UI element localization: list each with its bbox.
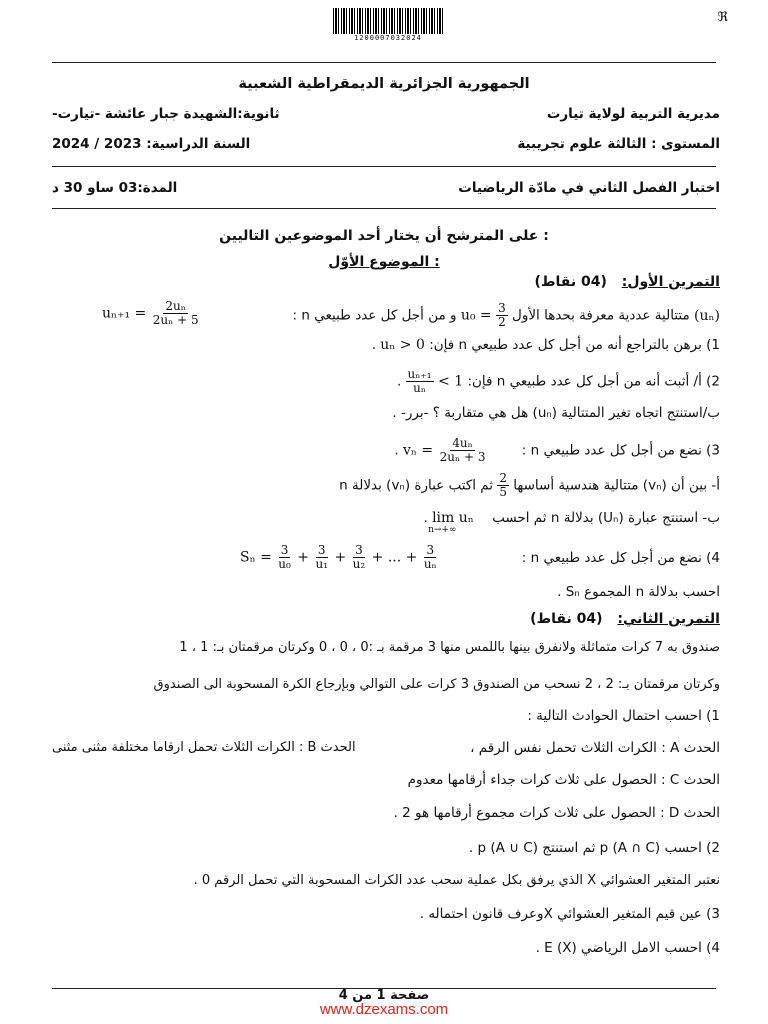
republic-title: الجمهورية الجزائرية الديمقراطية الشعبية [238, 76, 530, 92]
exercise2-points: (04 نقاط) [530, 611, 603, 627]
q1-text: 1) برهن بالتراجع أنه من أجل كل عدد طبيعي n فإن: [429, 337, 720, 353]
sum-num-n: 3 [426, 543, 435, 557]
exam-title: اختبار الفصل الثاني في مادّة الرياضيات [458, 180, 720, 196]
school-year: السنة الدراسية: 2023 / 2024 [52, 136, 251, 152]
exercise1-q4: 4) نضع من أجل كل عدد طبيعي n : [521, 550, 720, 566]
exercise2-p1: صندوق به 7 كرات متماثلة ولانفرق بينها باللمس منها 3 مرقمة بـ :0 ، 0 ، 0 وكرتان مرقمتان بـ: 1 ، 1 [179, 640, 720, 655]
recurrence-lhs: uₙ₊₁ = [102, 305, 147, 322]
q2a-text: 2) أ/ أثبت أنه من أجل كل عدد طبيعي n فإن: [467, 373, 720, 390]
exercise2-title: التمرين الثاني: [617, 611, 720, 627]
q3b-sub: n→+∞ [428, 525, 457, 535]
sum-num-0: 3 [280, 543, 289, 557]
u0-den: 2 [498, 315, 506, 330]
exercise1-definition [293, 302, 720, 329]
q2a-math [406, 368, 464, 395]
sum-term-1 [313, 544, 330, 571]
instruction: على المترشح أن يختار أحد الموضوعين التاليين : [219, 228, 549, 244]
q3-math [403, 437, 487, 464]
barcode [333, 8, 443, 34]
exercise2-q1: 1) احسب احتمال الحوادث التالية : [527, 708, 720, 724]
exercise1-title: التمرين الأول: [621, 274, 720, 290]
exercise1-header [535, 274, 720, 290]
sum-den-2: u₂ [352, 557, 366, 572]
event-d: الحدث D : الحصول على ثلاث كرات مجموع أرقامها هو 2 . [393, 805, 720, 821]
recurrence-fraction [151, 300, 201, 327]
event-b: الحدث B : الكرات الثلاث تحمل ارقاما مختلفة مثنى مثنى [52, 740, 356, 755]
q1-math: uₙ > 0 [380, 337, 425, 353]
q3a-after: ثم اكتب عبارة (vₙ) بدلالة n [339, 477, 494, 494]
q2a-den: uₙ [413, 381, 427, 396]
exercise2-q3: 3) عين قيم المتغير العشوائي Xوعرف قانون احتماله . [419, 906, 720, 922]
exercise2-p2: وكرتان مرقمتان بـ: 2 ، 2 نسحب من الصندوق 3 كرات على التوالي وبإرجاع الكرة المسحوبة الى الصندوق [153, 677, 720, 692]
definition-text: متتالية عددية معرفة بحدها الأول [512, 307, 690, 324]
sum-term-n [422, 544, 439, 571]
recurrence-den: 2uₙ + 5 [152, 313, 199, 328]
sum-formula: Sₙ = $\frac{3}{\text{u₀}}$ + $\frac{3}{\text{u₁}}$ + $\frac{3}{\text{u₂}}$ + ... + $\frac{3}{\text{uₙ}}$ [240, 543, 437, 572]
event-a: الحدث A : الكرات الثلاث تحمل نفس الرقم ، [470, 740, 720, 756]
exercise1-q3b: ب- استنتج عبارة (Uₙ) بدلالة n ثم احسب lim uₙ n→+∞ . [423, 510, 720, 535]
level: المستوى : الثالثة علوم تجريبية [517, 136, 720, 152]
event-c: الحدث C : الحصول على ثلاث كرات جداء أرقامها معدوم [407, 772, 720, 788]
recurrence-num: 2uₙ [165, 299, 186, 313]
q3b-limit [428, 510, 474, 535]
exercise2-header [530, 611, 720, 627]
exercise1-q2a: 2) أ/ أثبت أنه من أجل كل عدد طبيعي n فإن: $\frac{\text{uₙ₊₁}}{\text{uₙ}}$ < 1 . [396, 367, 720, 396]
exercise1-q3: 3) نضع من أجل كل عدد طبيعي n : vₙ = $\frac{\text{4uₙ}}{\text{2uₙ + 3}}$ . [394, 436, 720, 465]
sum-lhs: Sₙ = [240, 549, 272, 566]
school-name: ثانوية:الشهيدة جبار عائشة -تيارت- [52, 106, 280, 122]
header-divider [52, 166, 716, 167]
sum-den-0: u₀ [278, 557, 291, 572]
page-number: صفحة 1 من 4 [338, 988, 430, 1003]
site-watermark[interactable]: www.dzexams.com [319, 1001, 449, 1018]
q3-text: 3) نضع من أجل كل عدد طبيعي n : [521, 442, 720, 459]
corner-mark: ℜ [717, 10, 728, 25]
sum-den-1: u₁ [315, 557, 329, 572]
exercise2-q2: 2) احسب p (A ∩ C) ثم استنتج p (A ∪ C) . [468, 840, 720, 856]
q2a-fraction [406, 368, 434, 395]
directorate: مديرية التربية لولاية تيارت [546, 106, 720, 122]
seq-name: (uₙ) [694, 307, 720, 324]
q3a-den: 5 [499, 485, 507, 500]
q3-fraction [438, 437, 488, 464]
q3a-fraction [497, 472, 509, 499]
q2a-num: uₙ₊₁ [407, 367, 432, 381]
exercise1-q4b: احسب بدلالة n المجموع Sₙ . [557, 584, 720, 600]
u0-fraction [496, 302, 508, 329]
q3a-ratio [497, 472, 509, 499]
sum-term-0 [276, 544, 293, 571]
exam-duration: المدة:03 ساو 30 د [52, 180, 178, 196]
u0-formula [461, 302, 508, 329]
title-divider [52, 208, 716, 209]
recurrence-formula [102, 300, 201, 327]
sum-term-2 [351, 544, 368, 571]
exercise1-q1: 1) برهن بالتراجع أنه من أجل كل عدد طبيعي n فإن: uₙ > 0 . [371, 337, 720, 353]
subject-title: الموضوع الأوّل : [328, 254, 440, 270]
q3-den: 2uₙ + 3 [439, 450, 486, 465]
exercise1-points: (04 نقاط) [534, 274, 607, 290]
sum-num-1: 3 [317, 543, 326, 557]
q2a-rhs: < 1 [438, 373, 464, 390]
u0-lhs: u₀ = [460, 307, 492, 324]
q3a-num: 2 [499, 471, 507, 485]
barcode-number: 1200007032024 [354, 34, 422, 42]
q3b-text: ب- استنتج عبارة (Uₙ) بدلالة n ثم احسب [492, 510, 720, 526]
exercise1-q2b: ب/استنتج اتجاه تغير المتتالية (uₙ) هل هي متقاربة ؟ -برر- . [392, 405, 720, 421]
q3a-before: أ- بين أن (vₙ) متتالية هندسية أساسها [513, 477, 720, 494]
q3-num: 4uₙ [452, 436, 473, 450]
definition-and: و من أجل كل عدد طبيعي n : [292, 307, 457, 324]
sum-den-n: uₙ [423, 557, 437, 572]
exercise2-q4: 4) احسب الامل الرياضي E (X) . [535, 940, 720, 956]
exercise1-q3a [339, 472, 720, 499]
q3b-lim: lim uₙ [432, 510, 474, 526]
exercise2-p3: نعتبر المتغير العشوائي X الذي يرفق بكل عملية سحب عدد الكرات المسحوبة التي تحمل الرقم 0 . [193, 873, 720, 888]
u0-num: 3 [498, 301, 506, 315]
sum-dots: + ... + [371, 549, 418, 566]
q3-lhs: vₙ = [402, 442, 434, 459]
sum-num-2: 3 [355, 543, 363, 557]
top-divider [52, 62, 716, 63]
